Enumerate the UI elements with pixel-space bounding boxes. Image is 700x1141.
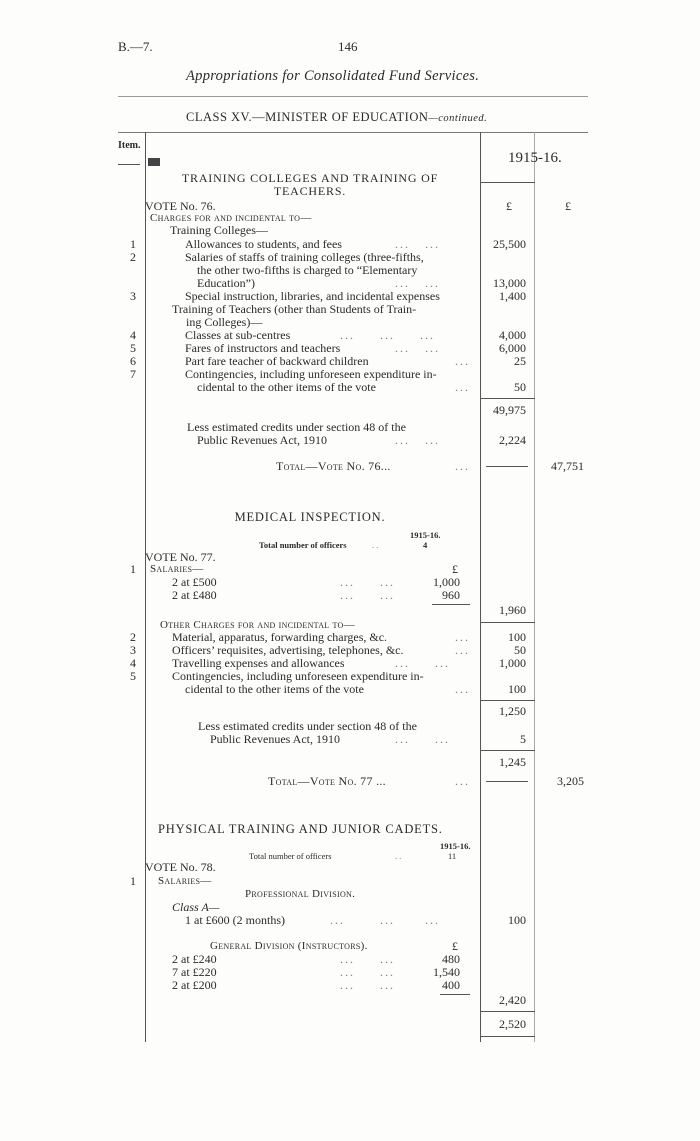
line-item-label: Classes at sub-centres [185,328,291,342]
item-number: 6 [130,354,136,368]
line-item-amount: 25,500 [493,237,526,251]
section1-total-label: Total—Vote No. 76... [276,459,391,473]
item-number: 1 [130,562,136,576]
leader-dots: ... ... [340,952,395,966]
less-credits-amount: 5 [520,732,526,746]
class-a-label: Class A— [172,900,220,914]
leader-dots: ... ... [395,656,450,670]
section2-total-amount: 3,205 [557,774,584,788]
leader-dots: .. [372,540,381,550]
leader-dots: ... ... [340,575,395,589]
section1-subtotal: 49,975 [493,403,526,417]
salaries-label: Salaries— [150,563,204,575]
line-item-amount: 50 [514,643,526,657]
total-dash [486,781,528,782]
leader-dots: ... ... [340,965,395,979]
item-number: 3 [130,643,136,657]
item-number: 2 [130,630,136,644]
salary-pound-sign: £ [452,562,458,576]
officers-count: 11 [448,851,457,861]
officers-label: Total number of officers [249,851,332,861]
subtotal-rule [480,398,535,399]
leader-dots: ... ... [340,588,395,602]
line-item-label: Special instruction, libraries, and incidental expenses [185,289,440,303]
leader-dots: ... ... [395,237,440,251]
training-colleges-label: Training Colleges— [170,223,268,237]
item-number: 4 [130,656,136,670]
general-rule [440,994,470,995]
line-item-amount: 1,400 [499,289,526,303]
line-item-label: Fares of instructors and teachers [185,341,341,355]
grand-rule [480,1011,535,1012]
line-item-label-cont: cidental to the other items of the vote [197,380,376,394]
item-number: 5 [130,341,136,355]
header-rule [118,96,588,97]
line-item-amount: 4,000 [499,328,526,342]
line-item-label: Contingencies, including unforeseen expenditure in- [172,669,424,683]
other-charges-rule [480,622,535,623]
general-line-amount: 400 [442,978,460,992]
section2-net: 1,245 [499,755,526,769]
leader-dots: ... [455,643,470,657]
line-item-label: Allowances to students, and fees [185,237,342,251]
leader-dots: ... ... [395,433,440,447]
pound-sign-2: £ [565,199,571,213]
section3-vote: VOTE No. 78. [145,860,216,874]
leader-dots: ... ... ... [330,913,440,927]
section2-total-label: Total—Vote No. 77 ... [268,774,386,788]
line-item-amount: 25 [514,354,526,368]
class-a-amount: 100 [508,913,526,927]
general-line-label: 2 at £240 [172,952,217,966]
leader-dots: ... ... [395,732,450,746]
training-teachers-label-cont: ing Colleges)— [186,315,263,329]
leader-dots: ... ... [340,978,395,992]
table-top-rule [118,132,588,133]
line-item-amount: 1,000 [499,656,526,670]
less-credits-amount: 2,224 [499,433,526,447]
section1-vote: VOTE No. 76. [145,199,216,213]
salary-rule [432,604,470,605]
item-number: 7 [130,367,136,381]
leader-dots: ... ... [395,341,440,355]
section1-charges-label: Charges for and incidental to— [150,212,312,224]
section2-subtotal: 1,250 [499,704,526,718]
line-item-amount: 100 [508,682,526,696]
leader-dots: ... ... ... [340,328,435,342]
professional-division-label: Professional Division. [245,888,356,900]
item-number: 1 [130,237,136,251]
section2-heading: MEDICAL INSPECTION. [234,510,386,524]
leader-dots: ... [455,380,470,394]
line-item-label: Contingencies, including unforeseen expenditure in- [185,367,437,381]
line-item-amount: 13,000 [493,276,526,290]
leader-dots: ... [455,459,470,473]
year-column-header: 1915-16. [508,150,562,166]
class-continued: —continued. [428,113,488,124]
class-a-line: 1 at £600 (2 months) [185,913,285,927]
other-charges-label: Other Charges for and incidental to— [160,619,355,631]
line-item-label: Salaries of staffs of training colleges (three-fifths, [185,250,424,264]
page-number: 146 [338,39,358,54]
line-item-label: Officers’ requisites, advertising, telephones, &c. [172,643,404,657]
item-number: 1 [130,874,136,888]
officers-count: 4 [423,540,428,550]
leader-dots: ... [455,630,470,644]
class-heading [186,110,487,125]
general-line-amount: 480 [442,952,460,966]
line-item-label: Part fare teacher of backward children [185,354,369,368]
printer-mark [148,158,160,166]
salary-line-label: 2 at £500 [172,575,217,589]
officers-year: 1915-16. [410,530,441,540]
salaries-total: 1,960 [499,603,526,617]
subtotal-rule [480,700,535,701]
leader-dots: ... [455,682,470,696]
total-column-rule [534,132,535,1042]
leader-dots: .. [395,851,404,861]
salary-line-amount: 1,000 [433,575,460,589]
line-item-label-cont: Education”) [197,276,255,290]
section1-heading-2: TEACHERS. [273,184,347,198]
general-line-amount: 1,540 [433,965,460,979]
general-line-label: 2 at £200 [172,978,217,992]
net-rule [480,750,535,751]
less-credits-label: Less estimated credits under section 48 of the [198,719,417,733]
section1-total-amount: 47,751 [551,459,584,473]
item-number: 5 [130,669,136,683]
item-column-rule [145,132,146,1042]
less-credits-label-cont: Public Revenues Act, 1910 [210,732,340,746]
leader-dots: ... [455,354,470,368]
section3-grand-total: 2,520 [499,1017,526,1031]
line-item-label: Travelling expenses and allowances [172,656,345,670]
item-number: 4 [130,328,136,342]
grand-rule-bottom [480,1036,535,1037]
salary-line-label: 2 at £480 [172,588,217,602]
total-dash [486,466,528,467]
item-column-header: Item. [118,140,141,151]
line-item-amount: 100 [508,630,526,644]
item-number: 3 [130,289,136,303]
line-item-label-cont: the other two-fifths is charged to “Elementary [197,263,418,277]
salaries-label: Salaries— [158,875,212,887]
general-pound-sign: £ [452,939,458,953]
officers-label: Total number of officers [259,540,347,550]
less-credits-label-cont: Public Revenues Act, 1910 [197,433,327,447]
general-division-label: General Division (Instructors). [210,940,368,952]
document-ref: B.—7. [118,39,153,54]
section3-heading: PHYSICAL TRAINING AND JUNIOR CADETS. [158,822,443,836]
section1-heading-1: TRAINING COLLEGES AND TRAINING OF [181,171,439,185]
section2-vote: VOTE No. 77. [145,550,216,564]
class-line: CLASS XV.—MINISTER OF EDUCATION [186,110,429,124]
training-teachers-label: Training of Teachers (other than Students of Train- [172,302,417,316]
less-credits-label: Less estimated credits under section 48 of the [187,420,406,434]
salary-line-amount: 960 [442,588,460,602]
leader-dots: ... ... [395,276,440,290]
amount-column-rule [480,132,481,1042]
line-item-label: Material, apparatus, forwarding charges, &c. [172,630,388,644]
line-item-amount: 50 [514,380,526,394]
general-total: 2,420 [499,993,526,1007]
leader-dots: ... [455,774,470,788]
pound-sign-1: £ [506,199,512,213]
item-number: 2 [130,250,136,264]
line-item-amount: 6,000 [499,341,526,355]
general-line-label: 7 at £220 [172,965,217,979]
officers-year: 1915-16. [440,841,471,851]
line-item-label-cont: cidental to the other items of the vote [185,682,364,696]
item-header-rule [118,164,140,165]
page-title: Appropriations for Consolidated Fund Services. [186,68,480,84]
year-header-rule [480,182,535,183]
